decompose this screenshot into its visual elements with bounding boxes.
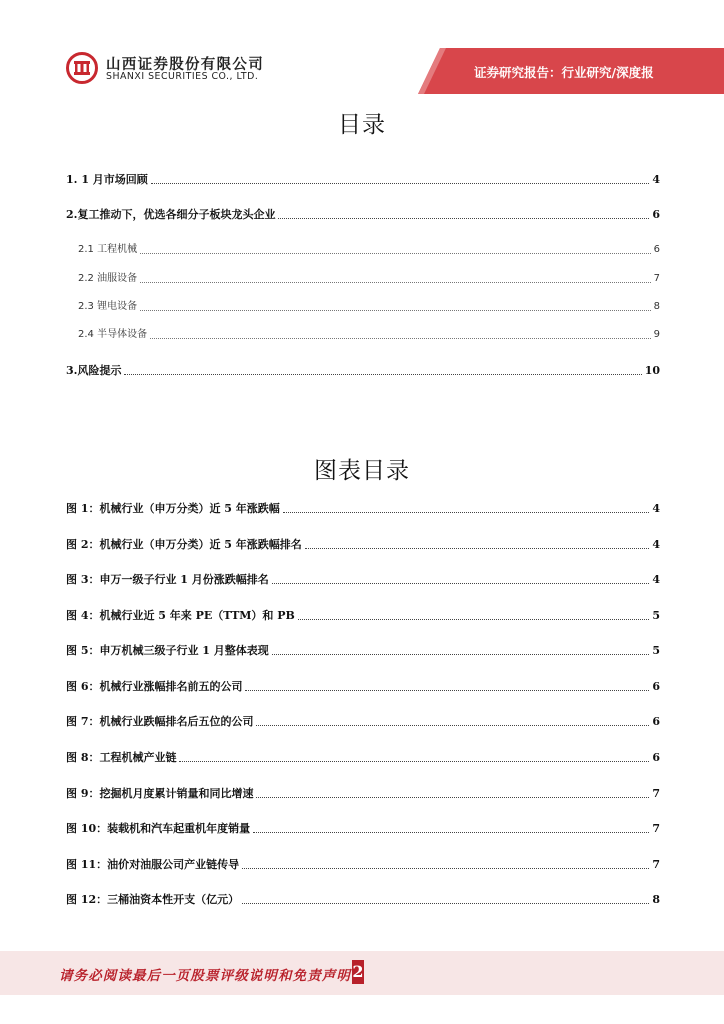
dot-leader: [305, 547, 650, 549]
dot-leader: [272, 582, 650, 584]
toc-item-2[interactable]: [66, 206, 660, 222]
report-type-label: 证券研究报告：行业研究/深度报: [474, 65, 654, 80]
report-type-banner: [0, 0, 724, 100]
dot-leader: [140, 281, 651, 283]
figure-item-7[interactable]: [66, 713, 660, 729]
figure-item-page: 5: [652, 644, 660, 657]
figure-item-page: 7: [652, 787, 660, 800]
dot-leader: [140, 309, 651, 311]
dot-leader: [140, 252, 651, 254]
figure-item-1[interactable]: [66, 500, 660, 516]
dot-leader: [151, 182, 650, 184]
figure-item-page: 6: [652, 715, 660, 728]
toc-item-text: 2.3 锂电设备: [78, 301, 138, 312]
toc-item-2-2[interactable]: [78, 270, 660, 286]
toc-item-page: 6: [652, 208, 660, 221]
dot-leader: [242, 867, 649, 869]
dot-leader: [124, 373, 641, 375]
dot-leader: [245, 689, 649, 691]
dot-leader: [278, 217, 649, 219]
toc-item-page: 4: [652, 173, 660, 186]
figure-item-11[interactable]: [66, 856, 660, 872]
figure-item-4[interactable]: [66, 607, 660, 623]
figure-item-text: 图 10：装载机和汽车起重机年度销量: [66, 822, 251, 835]
figure-item-page: 7: [652, 858, 660, 871]
toc-item-page: 6: [653, 244, 660, 255]
figure-item-page: 4: [652, 538, 660, 551]
dot-leader: [298, 618, 650, 620]
figure-item-page: 5: [652, 609, 660, 622]
toc-item-page: 8: [653, 301, 660, 312]
figure-item-5[interactable]: [66, 642, 660, 658]
company-name-cn: 山西证券股份有限公司: [106, 57, 264, 73]
dot-leader: [256, 724, 649, 726]
figure-item-2[interactable]: [66, 536, 660, 552]
figures-title: 图表目录: [314, 458, 410, 484]
toc-item-text: 2.4 半导体设备: [78, 329, 148, 340]
dot-leader: [242, 902, 649, 904]
company-logo-icon: [66, 52, 98, 84]
dot-leader: [272, 653, 650, 655]
figure-item-page: 6: [652, 751, 660, 764]
page-number: 2: [352, 960, 364, 984]
figure-item-text: 图 3：申万一级子行业 1 月份涨跌幅排名: [66, 573, 269, 586]
figure-item-text: 图 8：工程机械产业链: [66, 751, 177, 764]
toc-item-page: 7: [653, 273, 660, 284]
figure-item-text: 图 7：机械行业跌幅排名后五位的公司: [66, 715, 254, 728]
dot-leader: [283, 511, 650, 513]
page-header: [0, 0, 724, 100]
figure-item-page: 6: [652, 680, 660, 693]
toc-item-text: 2.复工推动下，优选各细分子板块龙头企业: [66, 208, 276, 221]
dot-leader: [179, 760, 649, 762]
figure-item-text: 图 2：机械行业（申万分类）近 5 年涨跌幅排名: [66, 538, 302, 551]
figure-item-page: 7: [652, 822, 660, 835]
dot-leader: [256, 796, 649, 798]
figure-item-page: 4: [652, 573, 660, 586]
figure-item-text: 图 11：油价对油服公司产业链传导: [66, 858, 240, 871]
toc-item-text: 3.风险提示: [66, 364, 122, 377]
toc-item-text: 2.1 工程机械: [78, 244, 138, 255]
figure-item-10[interactable]: [66, 820, 660, 836]
toc-item-1[interactable]: [66, 171, 660, 187]
figure-item-9[interactable]: [66, 785, 660, 801]
dot-leader: [253, 831, 649, 833]
figure-item-8[interactable]: [66, 749, 660, 765]
toc-item-2-1[interactable]: [78, 241, 660, 257]
figure-item-page: 8: [652, 893, 660, 906]
toc-item-text: 2.2 油服设备: [78, 273, 138, 284]
figure-item-page: 4: [652, 502, 660, 515]
company-name-en: SHANXI SECURITIES CO., LTD.: [106, 71, 259, 82]
toc-item-page: 9: [653, 329, 660, 340]
toc-item-2-4[interactable]: [78, 326, 660, 342]
figure-item-text: 图 1：机械行业（申万分类）近 5 年涨跌幅: [66, 502, 280, 515]
figure-item-6[interactable]: [66, 678, 660, 694]
figure-item-text: 图 4：机械行业近 5 年来 PE（TTM）和 PB: [66, 609, 295, 622]
figure-item-12[interactable]: [66, 891, 660, 907]
page-footer: [0, 951, 724, 995]
figure-item-text: 图 5：申万机械三级子行业 1 月整体表现: [66, 644, 269, 657]
toc-title: 目录: [338, 112, 386, 138]
toc-item-text: 1. 1 月市场回顾: [66, 173, 148, 186]
toc-item-page: 10: [644, 364, 660, 377]
figure-item-text: 图 12：三桶油资本性开支（亿元）: [66, 893, 240, 906]
dot-leader: [150, 337, 651, 339]
toc-item-3[interactable]: [66, 362, 660, 378]
toc-item-2-3[interactable]: [78, 298, 660, 314]
figure-item-text: 图 9：挖掘机月度累计销量和同比增速: [66, 787, 254, 800]
footer-disclaimer: 请务必阅读最后一页股票评级说明和免责声明: [59, 968, 351, 984]
figure-item-3[interactable]: [66, 571, 660, 587]
figure-item-text: 图 6：机械行业涨幅排名前五的公司: [66, 680, 243, 693]
